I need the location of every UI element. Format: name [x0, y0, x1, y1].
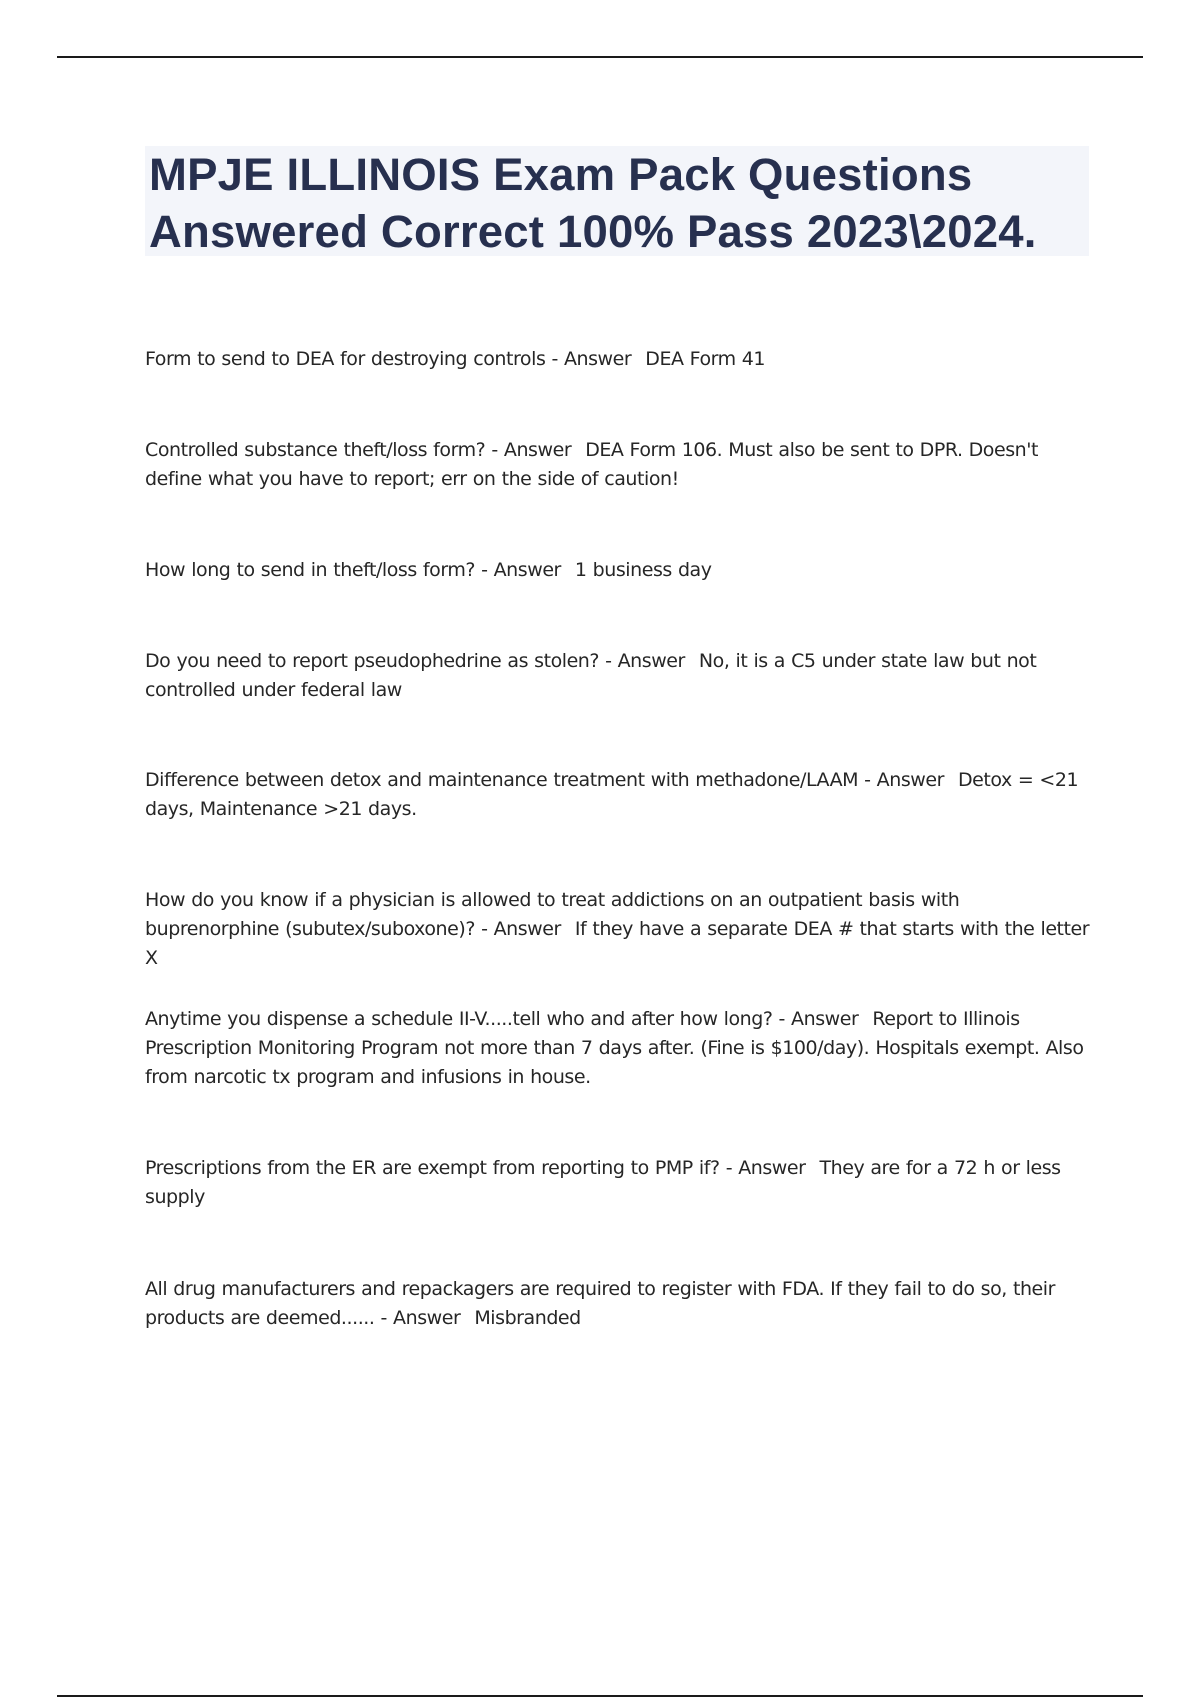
bottom-divider — [57, 1695, 1143, 1697]
qa-question: Form to send to DEA for destroying controls - Answer — [145, 348, 632, 370]
document-title — [149, 146, 1085, 260]
qa-item — [145, 1275, 1090, 1333]
qa-item — [145, 1154, 1090, 1212]
qa-item — [145, 886, 1090, 973]
qa-item — [145, 1005, 1090, 1092]
qa-item — [145, 647, 1090, 705]
qa-answer: Report to Illinois Prescription Monitoring Program not more than 7 days after. (Fine is $100/day). Hospitals exempt. Also from narcotic tx program and infusions in house. — [145, 1008, 1084, 1088]
qa-question: Controlled substance theft/loss form? - Answer — [145, 439, 572, 461]
title-line-1: MPJE ILLINOIS Exam Pack Questions — [149, 149, 973, 200]
qa-question: How do you know if a physician is allowed to treat addictions on an outpatient basis with buprenorphine (subutex/suboxone)? - Answer — [145, 889, 960, 940]
qa-item — [145, 556, 712, 585]
qa-answer: DEA Form 106. Must also be sent to DPR. Doesn't define what you have to report; err on the side of caution! — [145, 439, 1039, 490]
qa-question: Anytime you dispense a schedule II-V.....tell who and after how long? - Answer — [145, 1008, 859, 1030]
qa-question: Difference between detox and maintenance treatment with methadone/LAAM - Answer — [145, 769, 944, 791]
qa-item — [145, 345, 765, 374]
qa-question: How long to send in theft/loss form? - Answer — [145, 559, 561, 581]
qa-answer: No, it is a C5 under state law but not controlled under federal law — [145, 650, 1037, 701]
qa-answer: Detox = <21 days, Maintenance >21 days. — [145, 769, 1079, 820]
qa-question: Prescriptions from the ER are exempt from reporting to PMP if? - Answer — [145, 1157, 806, 1179]
qa-item — [145, 766, 1090, 824]
qa-answer: 1 business day — [574, 559, 712, 581]
qa-answer: Misbranded — [474, 1307, 581, 1329]
qa-answer: DEA Form 41 — [645, 348, 766, 370]
qa-answer: They are for a 72 h or less supply — [145, 1157, 1061, 1208]
title-line-2: Answered Correct 100% Pass 2023\2024. — [149, 206, 1037, 257]
qa-question: Do you need to report pseudophedrine as stolen? - Answer — [145, 650, 685, 672]
title-banner — [145, 146, 1089, 256]
qa-question: All drug manufacturers and repackagers are required to register with FDA. If they fail to do so, their products are deemed...... - Answer — [145, 1278, 1055, 1329]
qa-item — [145, 436, 1090, 494]
qa-answer: If they have a separate DEA # that starts with the letter X — [145, 918, 1090, 969]
top-divider — [57, 56, 1143, 58]
